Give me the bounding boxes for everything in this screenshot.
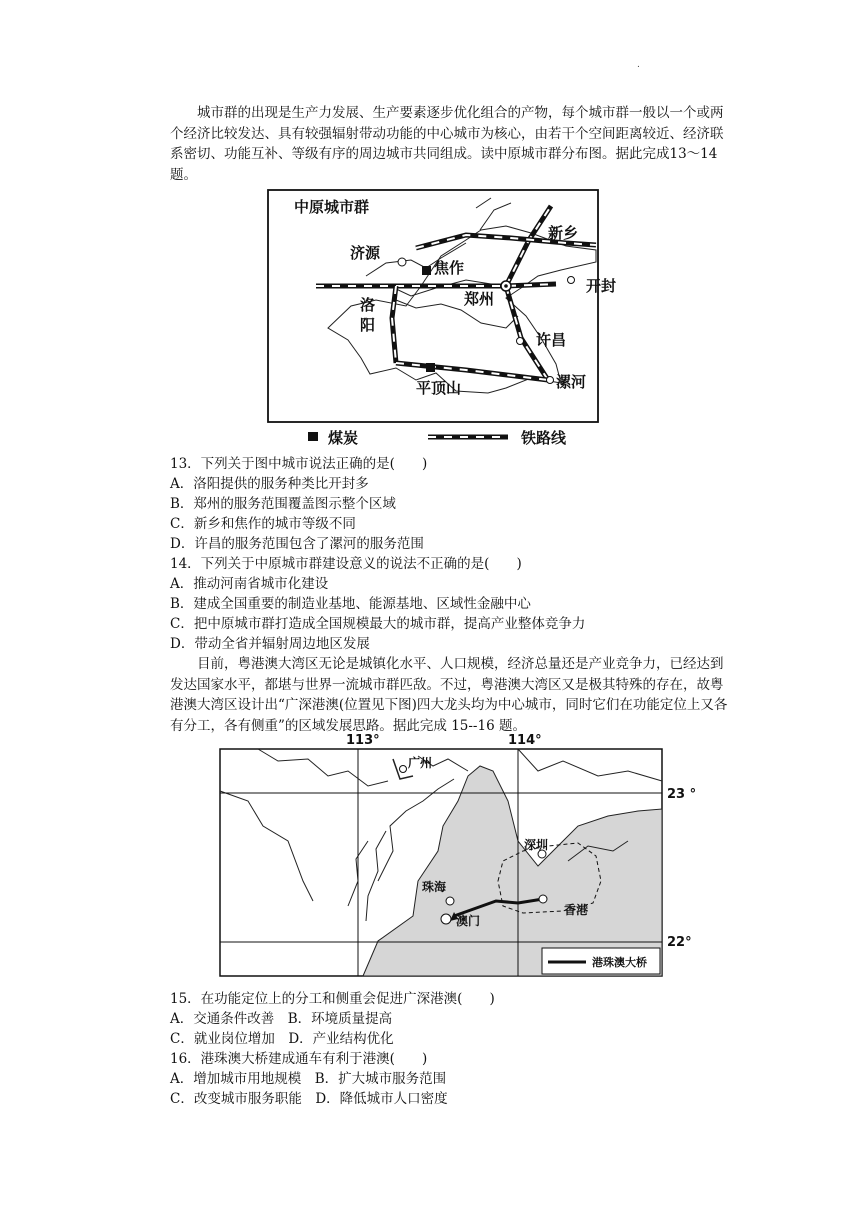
q15-options-row1: A．交通条件改善 B．环境质量提高 [170,1011,393,1027]
coal-jiaozuo-icon [422,266,431,275]
lat-22: 22° [667,935,692,950]
q16-stem: 16．港珠澳大桥建成通车有利于港澳( ) [170,1051,428,1067]
city-luoyang-1: 洛 [360,296,376,314]
q14-stem: 14．下列关于中原城市群建设意义的说法不正确的是( ) [170,556,522,572]
legend-bridge-label: 港珠澳大桥 [592,956,647,969]
city-kaifeng: 开封 [586,277,617,295]
q16-options-row2: C．改变城市服务职能 D．降低城市人口密度 [170,1091,448,1107]
city-xuchang: 许昌 [536,331,567,349]
coal-pingdingshan-icon [426,363,435,372]
city-hongkong: 香港 [564,903,589,917]
q14-option-c: C．把中原城市群打造成全国规模最大的城市群，提高产业整体竞争力 [170,616,586,632]
q14-option-a: A．推动河南省城市化建设 [170,576,329,592]
legend-coal-icon [308,432,318,441]
lat-23: 23 ° [667,787,697,802]
city-macau: 澳门 [456,914,481,928]
central-plains-map [266,188,617,450]
legend-coal-label: 煤炭 [328,429,359,447]
city-luohe: 漯河 [556,373,587,391]
city-zhengzhou: 郑州 [464,290,495,308]
q13-option-a: A．洛阳提供的服务种类比开封多 [170,476,369,492]
passage-greater-bay: 目前，粤港澳大湾区无论是城镇化水平、人口规模，经济总量还是产业竞争力，已经达到发达国家水平，都堪与世界一流城市群匹敌。不过，粤港澳大湾区又是极其特殊的存在，故粤港澳大湾区设计出“广深港澳(位置见下图)四大龙头均为中心城市，同时它们在功能定位上又各有分工，各有侧重”的区域发展思路。据此完成 15--16 题。 [170,656,728,734]
city-jiaozuo: 焦作 [434,259,465,277]
city-shenzhen: 深圳 [524,838,549,852]
lon-113: 113° [346,733,380,748]
city-guangzhou: 广州 [408,756,433,770]
q14-option-b: B．建成全国重要的制造业基地、能源基地、区域性金融中心 [170,596,531,612]
q13-option-d: D．许昌的服务范围包含了漯河的服务范围 [170,536,424,552]
q13-option-b: B．郑州的服务范围覆盖图示整个区域 [170,496,396,512]
city-pingdingshan: 平顶山 [416,379,462,397]
top-dot: . [637,60,640,70]
q16-options-row1: A．增加城市用地规模 B．扩大城市服务范围 [170,1071,447,1087]
q13-option-c: C．新乡和焦作的城市等级不同 [170,516,356,532]
city-xinxiang: 新乡 [548,224,579,242]
passage-intro: 城市群的出现是生产力发展、生产要素逐步优化组合的产物，每个城市群一般以一个或两个经济比较发达、具有较强辐射带动功能的中心城市为核心，由若干个空间距离较近、经济联系密切、功能互补、等级有序的周边城市共同组成。读中原城市群分布图。据此完成13～14题。 [170,105,724,183]
q14-option-d: D．带动全省并辐射周边地区发展 [170,636,370,652]
q13-stem: 13．下列关于图中城市说法正确的是( ) [170,456,428,472]
city-zhuhai: 珠海 [422,880,447,894]
city-jiyuan: 济源 [350,244,381,262]
lon-114: 114° [508,733,542,748]
q15-options-row2: C．就业岗位增加 D．产业结构优化 [170,1031,394,1047]
greater-bay-map [218,731,698,981]
city-luoyang-2: 阳 [360,316,376,334]
map1-title: 中原城市群 [294,198,370,216]
q15-stem: 15．在功能定位上的分工和侧重会促进广深港澳( ) [170,991,495,1007]
legend-railway-label: 铁路线 [521,429,567,447]
